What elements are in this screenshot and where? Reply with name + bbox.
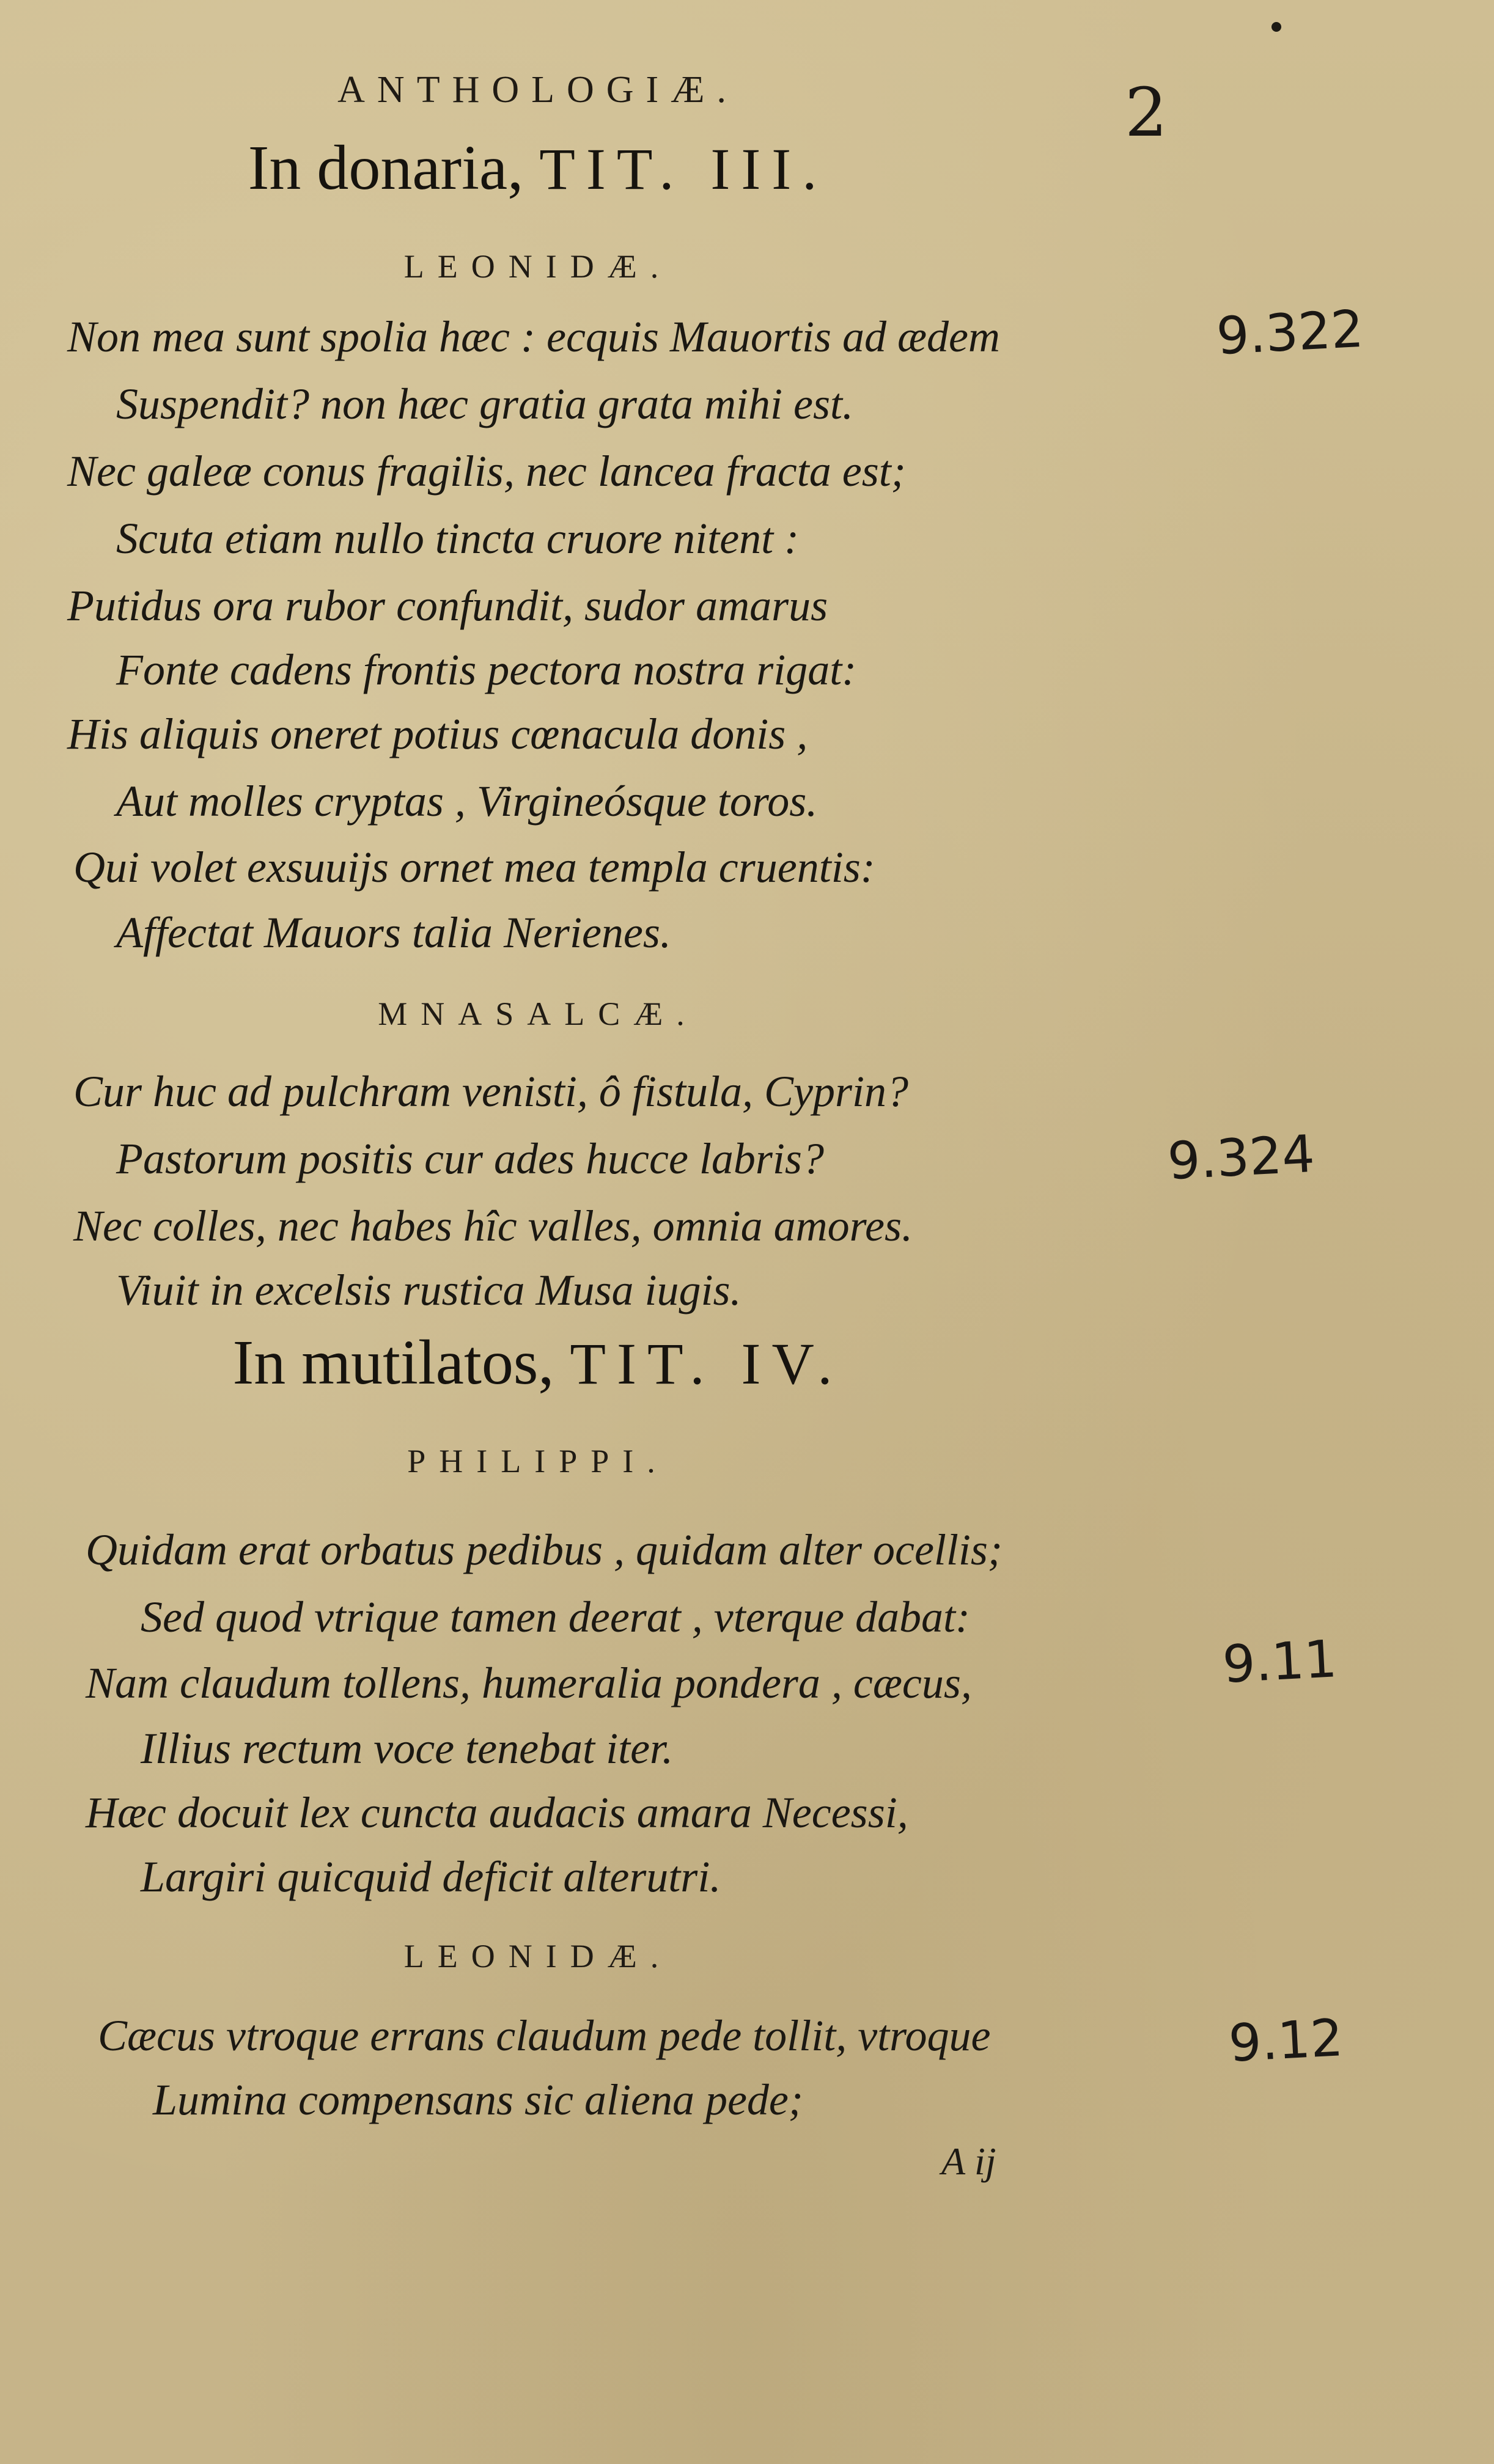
verse-line: Qui volet exsuuijs ornet mea templa cruentis:: [73, 843, 875, 892]
verse-line: Scuta etiam nullo tincta cruore nitent :: [116, 514, 800, 563]
verse-line: Illius rectum voce tenebat iter.: [141, 1724, 674, 1773]
verse-line: His aliquis oneret potius cœnacula donis ,: [67, 710, 808, 758]
verse-line: Cæcus vtroque errans claudum pede tollit, vtroque: [98, 2011, 991, 2060]
section-title-text: In donaria,: [248, 133, 540, 203]
section-title-text: In mutilatos,: [232, 1327, 570, 1398]
verse-line: Largiri quicquid deficit alterutri.: [141, 1852, 721, 1901]
section-title: [0, 1326, 1076, 1399]
margin-note: 9.322: [1215, 298, 1365, 367]
verse-line: Aut molles cryptas , Virgineósque toros.: [116, 777, 818, 826]
verse-line: Affectat Mauors talia Nerienes.: [116, 908, 671, 957]
verse-line: Sed quod vtrique tamen deerat , vterque dabat:: [141, 1593, 970, 1641]
margin-note: 9.12: [1227, 2008, 1345, 2074]
verse-line: Cur huc ad pulchram venisti, ô fistula, Cyprin?: [73, 1067, 908, 1116]
verse-line: Non mea sunt spolia hæc : ecquis Mauortis ad ædem: [67, 312, 1000, 361]
verse-line: Putidus ora rubor confundit, sudor amarus: [67, 581, 828, 630]
verse-line: Fonte cadens frontis pectora nostra rigat:: [116, 645, 857, 694]
running-title: ANTHOLOGIÆ.: [337, 69, 738, 111]
verse-line: Nam claudum tollens, humeralia pondera , cæcus,: [86, 1659, 972, 1707]
section-title-number: TIT. III.: [539, 136, 828, 202]
poem-author: MNASALCÆ.: [378, 996, 698, 1032]
margin-note: 9.324: [1166, 1123, 1316, 1192]
poem-author: LEONIDÆ.: [403, 1938, 672, 1975]
verse-line: Nec colles, nec habes hîc valles, omnia amores.: [73, 1201, 913, 1250]
poem-author: LEONIDÆ.: [403, 248, 672, 285]
verse-line: Lumina compensans sic aliena pede;: [153, 2075, 803, 2124]
verse-line: Hæc docuit lex cuncta audacis amara Necessi,: [86, 1788, 908, 1837]
verse-line: Viuit in excelsis rustica Musa iugis.: [116, 1266, 741, 1314]
verse-line: Nec galeæ conus fragilis, nec lancea fracta est;: [67, 447, 906, 496]
folio-mark: 2: [1125, 73, 1168, 152]
section-title-number: TIT. IV.: [570, 1331, 844, 1396]
section-title: [0, 131, 1076, 204]
signature-mark: A ij: [941, 2140, 996, 2183]
ink-dot: [1271, 22, 1281, 32]
verse-line: Suspendit? non hæc gratia grata mihi est.: [116, 380, 853, 428]
poem-author: PHILIPPI.: [407, 1443, 669, 1480]
margin-note: 9.11: [1221, 1629, 1339, 1695]
verse-line: Quidam erat orbatus pedibus , quidam alter ocellis;: [86, 1525, 1003, 1574]
verse-line: Pastorum positis cur ades hucce labris?: [116, 1134, 824, 1183]
